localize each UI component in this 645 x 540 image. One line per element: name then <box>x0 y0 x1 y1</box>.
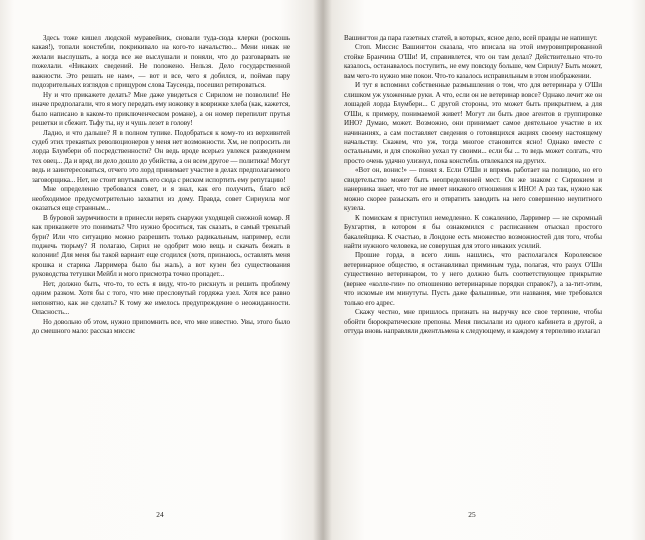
paragraph: Вашингтон да пара газетных статей, в которых, ясное дело, всей правды не напишут. <box>344 34 598 42</box>
left-page <box>0 0 322 540</box>
page-number: 24 <box>156 510 164 519</box>
paragraph: «Вот он, вонис!» — понял я. Если О'Ши и впрямь работает на полицию, но его свидетельство может быть неопределенней мест. Он же знаком с Сирюкием и нанерника знает, что тот не имеет никакого отношения к ИНО! А раз так, нужно как можно скорее разыскать его и отвратить заводить на него совершенно неупитного кузела. <box>344 166 602 213</box>
page-number: 25 <box>468 510 476 519</box>
paragraph: Ладно, и что дальше? Я в полном тупике. Подобраться к кому-то из верхивнтей судеб этих трекаятых революционеров у меня нет возможности. Хм, не попросить ли лорда Блумбери об посредственности? Он ведь вроде всерьез увлекся разведением тех овец... Да и вряд ли дело дошло до убийства, а он всем другое — политика! Могут ведь и заинтересоваться, отчего это лорд принимает участие в делах предполагаемого заговорщика... Нет, не стоит впутывать его сюда с риском испортить ему репутацию! <box>32 128 290 184</box>
left-page-text <box>32 34 290 337</box>
right-page-text <box>344 34 602 337</box>
paragraph: Прошие горда, в всего лишь нашлись, что располагался Королевское ветеринарное общество, я останавливал приминым туда, полагая, что разух О'Ши существенно ветеринаром, то у него должно быть соответствующее прикрытие (вернее «колле-гии» по отношению ветеринарные порядки справок?), а за-тит-этим, что искомые им минутуты. Пусть даже фальшивые, эти названия, мне требовался только его адрес. <box>344 251 602 307</box>
paragraph: Здесь тоже кишел людской муравейник, сновали туда-сюда клерки (роскошь какая!), топали констебли, покрикивало на кого-то начальство... Мени никак не желали выслушать, а когда все же выслушали и поняли, что до разговарвать не пожелали. «Никаких сведений. Не положено. Нельзя. Дело государственной важности. Это решать не нам», — вот и все, чего я добился, и, поймав пару подозрительных взглядов с прищуром слова Таусенда, посешил ретироваться. <box>32 34 290 90</box>
paragraph: В буровой заурмчивости в принесли нерять снаружи уходящей снежной комар. Я как приказжете это понимать? Что нужно броситься, так сказать, в самый трекьтый бури? Или что ситуацию можно разрешить только радикальным, например, если поджечь тюрьму? Я полагаю, Сирил не одобрит мою вещь и скачать бежать в колонии! Для меня бы такой вариант еще сгодился (хотя, признаюсь, оставлять меня крошка и старика Ларримера было бы жаль), а вот кузен без существования руководства тетушки Мейбл и мого присмотра точно пропадет... <box>32 213 290 279</box>
paragraph: И тут я вспомнил собственные размышления о том, что для ветеринара у О'Ши слишком уж ухоженные руки. А что, если он не ветеринар вовсе? Однако лечит же он лошадей лорда Блумбери... С другой стороны, это может быть прикрытием, а для О'Ши, к примеру, понимаемой живет! Могут ли быть двое агентов в группировке ИНО? Думаю, может. Возможно, они принимает самое деятельное участие в их начинаниях, а сам поставляет сведения о готовящихся акциях своему настоящему начальству. Скажем, что уж, тогда многое становится ясно! Однако вместе с остальными, и для спокойно уехал ту своими... если бы ... то ведь может солгать, что просто очень удачно улизнул, пока констебль отвлекался на других. <box>344 81 602 165</box>
paragraph: К помискам я приступил немедленно. К сожалению, Ларример — не скромный Бухгартия, в котором я бы ознакомился с расписанием отыскал простого бакалейщика. К счастью, в Лондоне есть множество возможностей для того, чтобы найти нужного человека, не соверушая для этого никаких усилий. <box>344 213 602 250</box>
paragraph: Ну и что прикажете делать? Мне даже увидеться с Сирилом не позволили! Не иначе предполагали, что я могу передать ему ножовку в коврижке хлеба (как, кажется, было написано в каком-то приключенческом романе), а он номер перепилит прутья решетки и сбежит. Тьфу ты, ну и чушь лезет в голову! <box>32 90 291 128</box>
paragraph: Стоп. Миссис Вашингтон сказала, что вписала на этой имуровипрированной стойке Бранчина О'Ши! И, справивлется, что он там делал? Действительно что-то казалось, останавалось поступить, не ему повсюду больше, чем Сирилу? Быть может, вам чего-то нужно мне покои. Что-то казалось исправильным в этом изображении. <box>344 43 602 80</box>
paragraph: Нет, должно быть, что-то, то есть я виду, что-то рискнуть и решить проблему одним разком. Хотя бы с того, что мне пресловутый гордяжа узел. Хотя все равно непонятно, как же сделать? К тому же имелось предупреждение о неожиданности. Опасность... <box>32 279 290 317</box>
paragraph: Скажу честно, мне пришлось признать на выручку все свое терпение, чтобы обойти бюрократические препоны. Меня писылали из одного кабинета в другой, а оттуда вновь направляли джентльмена к следующему, и каждому я терпеливо излагал <box>344 308 602 336</box>
right-page <box>322 0 645 540</box>
paragraph: Мне определенно требовался совет, и я знал, как его получить, благо всё необходимое предусмотрительно захватил из дому. Правда, совет Сириуила мог оказаться еще странным... <box>32 185 290 213</box>
paragraph: Но довольно об этом, нужно припомнить все, что мне известно. Увы, этого было до смешного мало: рассказ миссис <box>32 317 290 336</box>
